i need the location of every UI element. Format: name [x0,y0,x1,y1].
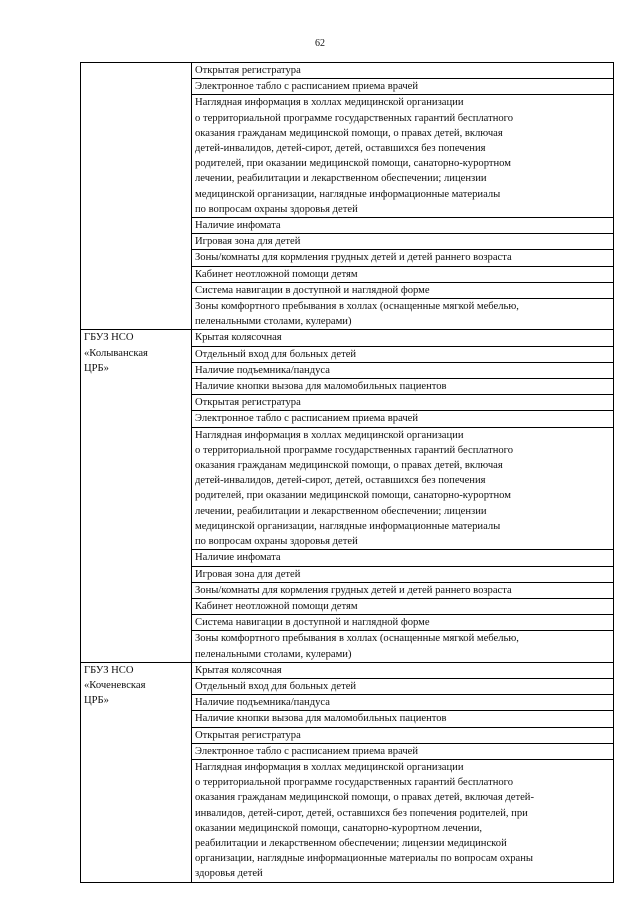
feature-cell: Электронное табло с расписанием приема врачей [192,411,614,427]
feature-cell: Наличие подъемника/пандуса [192,362,614,378]
feature-cell: Наличие подъемника/пандуса [192,695,614,711]
feature-cell: Наличие инфомата [192,550,614,566]
feature-cell: Игровая зона для детей [192,566,614,582]
feature-cell: Электронное табло с расписанием приема врачей [192,743,614,759]
feature-cell: Наглядная информация в холлах медицинской организации о территориальной программе государственных гарантий бесплатного оказания гражданам медицинской помощи, о правах детей, включая детей-инвалидов, детей-сирот, детей, оставшихся без попечения родителей, при оказании медицинской помощи, санаторно-курортном лечении, реабилитации и лекарственном обеспечении; лицензии медицинской организации, наглядные информационные материалы по вопросам охраны здоровья детей [192,95,614,218]
table-row [81,662,614,678]
page-number: 62 [315,38,325,49]
feature-cell: Игровая зона для детей [192,234,614,250]
feature-cell: Система навигации в доступной и наглядной форме [192,282,614,298]
feature-cell: Кабинет неотложной помощи детям [192,266,614,282]
table-row [81,330,614,346]
feature-cell: Система навигации в доступной и наглядной форме [192,615,614,631]
organization-cell: ГБУЗ НСО «Колыванская ЦРБ» [81,330,192,662]
feature-cell: Кабинет неотложной помощи детям [192,598,614,614]
feature-cell: Крытая колясочная [192,662,614,678]
feature-cell: Зоны комфортного пребывания в холлах (оснащенные мягкой мебелью, пеленальными столами, кулерами) [192,631,614,662]
feature-cell: Электронное табло с расписанием приема врачей [192,79,614,95]
feature-cell: Наглядная информация в холлах медицинской организации о территориальной программе государственных гарантий бесплатного оказания гражданам медицинской помощи, о правах детей, включая детей-инвалидов, детей-сирот, детей, оставшихся без попечения родителей, при оказании медицинской помощи, санаторно-курортном лечении, реабилитации и лекарственном обеспечении; лицензии медицинской организации, наглядные информационные материалы по вопросам охраны здоровья детей [192,427,614,550]
facilities-table [80,62,614,883]
feature-cell: Отдельный вход для больных детей [192,346,614,362]
organization-cell: ГБУЗ НСО «Коченевская ЦРБ» [81,662,192,882]
feature-cell: Открытая регистратура [192,63,614,79]
feature-cell: Открытая регистратура [192,727,614,743]
feature-cell: Крытая колясочная [192,330,614,346]
feature-cell: Отдельный вход для больных детей [192,678,614,694]
organization-cell [81,63,192,330]
feature-cell: Наличие инфомата [192,218,614,234]
feature-cell: Зоны/комнаты для кормления грудных детей и детей раннего возраста [192,582,614,598]
feature-cell: Наглядная информация в холлах медицинской организации о территориальной программе государственных гарантий бесплатного оказания гражданам медицинской помощи, о правах детей, включая детей- инвалидов, детей-сирот, детей, оставшихся без попечения родителей, при оказании медицинской помощи, санаторно-курортном лечении, реабилитации и лекарственном обеспечении; лицензии медицинской организации, наглядные информационные материалы по вопросам охраны здоровья детей [192,759,614,882]
feature-cell: Зоны комфортного пребывания в холлах (оснащенные мягкой мебелью, пеленальными столами, кулерами) [192,299,614,330]
feature-cell: Открытая регистратура [192,395,614,411]
table-row [81,63,614,79]
feature-cell: Зоны/комнаты для кормления грудных детей и детей раннего возраста [192,250,614,266]
feature-cell: Наличие кнопки вызова для маломобильных пациентов [192,379,614,395]
table-body [81,63,614,883]
feature-cell: Наличие кнопки вызова для маломобильных пациентов [192,711,614,727]
